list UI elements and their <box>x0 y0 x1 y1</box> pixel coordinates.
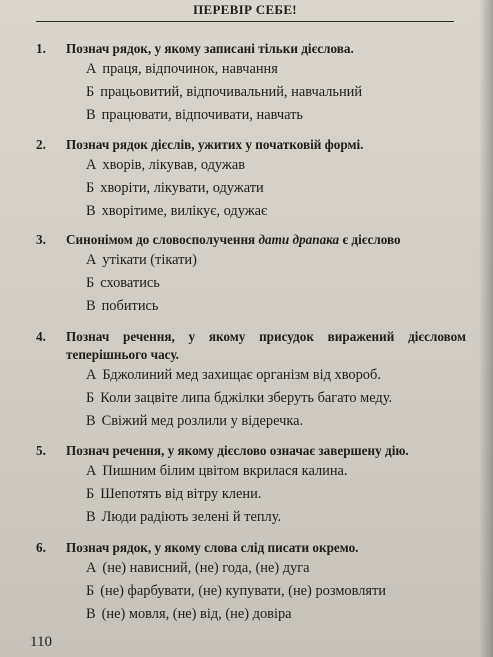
option-letter: Б <box>86 180 95 196</box>
option-letter: В <box>86 107 96 123</box>
question-3 <box>36 231 466 318</box>
option-c[interactable] <box>86 506 466 529</box>
question-text: Познач речення, у якому присудок виражений дієсловом теперішнього часу. <box>66 329 466 362</box>
option-letter: Б <box>86 275 95 291</box>
question-number: 6. <box>36 540 46 555</box>
option-letter: Б <box>86 390 95 406</box>
option-text: Люди радіють зелені й теплу. <box>101 509 282 525</box>
option-a[interactable] <box>86 364 466 387</box>
option-text: працювати, відпочивати, навчать <box>101 107 303 123</box>
option-letter: Б <box>86 84 95 100</box>
question-text: Познач речення, у якому дієслово означає завершену дію. <box>66 443 409 458</box>
option-letter: В <box>86 203 96 219</box>
page-shadow <box>479 0 493 657</box>
option-letter: А <box>86 157 97 173</box>
option-b[interactable] <box>86 580 466 603</box>
option-text: праця, відпочинок, навчання <box>102 61 278 77</box>
idiom-phrase: дати драпака <box>258 232 340 247</box>
option-text: Шепотять від вітру клени. <box>100 486 262 502</box>
question-prompt <box>36 40 466 58</box>
option-b[interactable] <box>86 177 466 200</box>
question-text: Познач рядок дієслів, ужитих у початковій формі. <box>66 137 364 152</box>
option-text: працьовитий, відпочивальний, навчальний <box>100 84 363 100</box>
option-letter: А <box>86 463 97 479</box>
option-text: хворіти, лікувати, одужати <box>100 180 264 196</box>
question-prompt <box>36 136 466 154</box>
question-text: Познач рядок, у якому слова слід писати окремо. <box>66 540 359 555</box>
question-prompt <box>36 231 466 249</box>
option-text: хворітиме, вилікує, одужає <box>101 203 268 219</box>
question-number: 2. <box>36 137 46 152</box>
option-letter: В <box>86 298 96 314</box>
option-b[interactable] <box>86 387 466 410</box>
option-c[interactable] <box>86 295 466 318</box>
question-number: 1. <box>36 41 46 56</box>
option-text: побитись <box>101 298 159 314</box>
question-text: Познач рядок, у якому записані тільки дієслова. <box>66 41 354 56</box>
option-c[interactable] <box>86 410 466 433</box>
option-text: утікати (тікати) <box>102 252 197 268</box>
question-6 <box>36 539 466 626</box>
option-text: хворів, лікував, одужав <box>102 157 246 173</box>
option-a[interactable] <box>86 154 466 177</box>
section-header: ПЕРЕВІР СЕБЕ! <box>36 2 454 22</box>
option-c[interactable] <box>86 104 466 127</box>
question-5 <box>36 442 466 529</box>
question-prompt <box>36 539 466 557</box>
question-number: 5. <box>36 443 46 458</box>
option-text: (не) фарбувати, (не) купувати, (не) розмовляти <box>100 583 387 599</box>
option-letter: А <box>86 560 97 576</box>
option-text: Свіжий мед розлили у відеречка. <box>101 413 304 429</box>
question-number: 4. <box>36 329 46 344</box>
option-letter: А <box>86 252 97 268</box>
option-b[interactable] <box>86 483 466 506</box>
option-text: сховатись <box>100 275 160 291</box>
option-b[interactable] <box>86 272 466 295</box>
question-2 <box>36 136 466 223</box>
option-a[interactable] <box>86 249 466 272</box>
option-letter: В <box>86 509 96 525</box>
option-b[interactable] <box>86 81 466 104</box>
option-c[interactable] <box>86 603 466 626</box>
question-1 <box>36 40 466 127</box>
option-a[interactable] <box>86 557 466 580</box>
option-letter: А <box>86 367 97 383</box>
question-4 <box>36 328 466 433</box>
option-text: Бджолиний мед захищає організм від хвороб. <box>102 367 381 383</box>
option-letter: А <box>86 61 97 77</box>
page-number: 110 <box>30 634 52 650</box>
option-text: Пишним білим цвітом вкрилася калина. <box>102 463 348 479</box>
option-a[interactable] <box>86 460 466 483</box>
question-prompt <box>36 442 466 460</box>
option-letter: В <box>86 413 96 429</box>
option-letter: Б <box>86 486 95 502</box>
option-a[interactable] <box>86 58 466 81</box>
option-letter: Б <box>86 583 95 599</box>
question-text <box>66 231 466 249</box>
option-text: Коли зацвіте липа бджілки зберуть багато меду. <box>100 390 393 406</box>
option-text: (не) нависний, (не) года, (не) дуга <box>102 560 310 576</box>
question-text-end: є дієслово <box>339 232 401 247</box>
option-text: (не) мовля, (не) від, (не) довіра <box>101 606 292 622</box>
question-text-start: Синонімом до словосполучення <box>66 232 259 247</box>
option-letter: В <box>86 606 96 622</box>
question-number: 3. <box>36 232 46 247</box>
question-prompt <box>36 328 466 364</box>
option-c[interactable] <box>86 200 466 223</box>
